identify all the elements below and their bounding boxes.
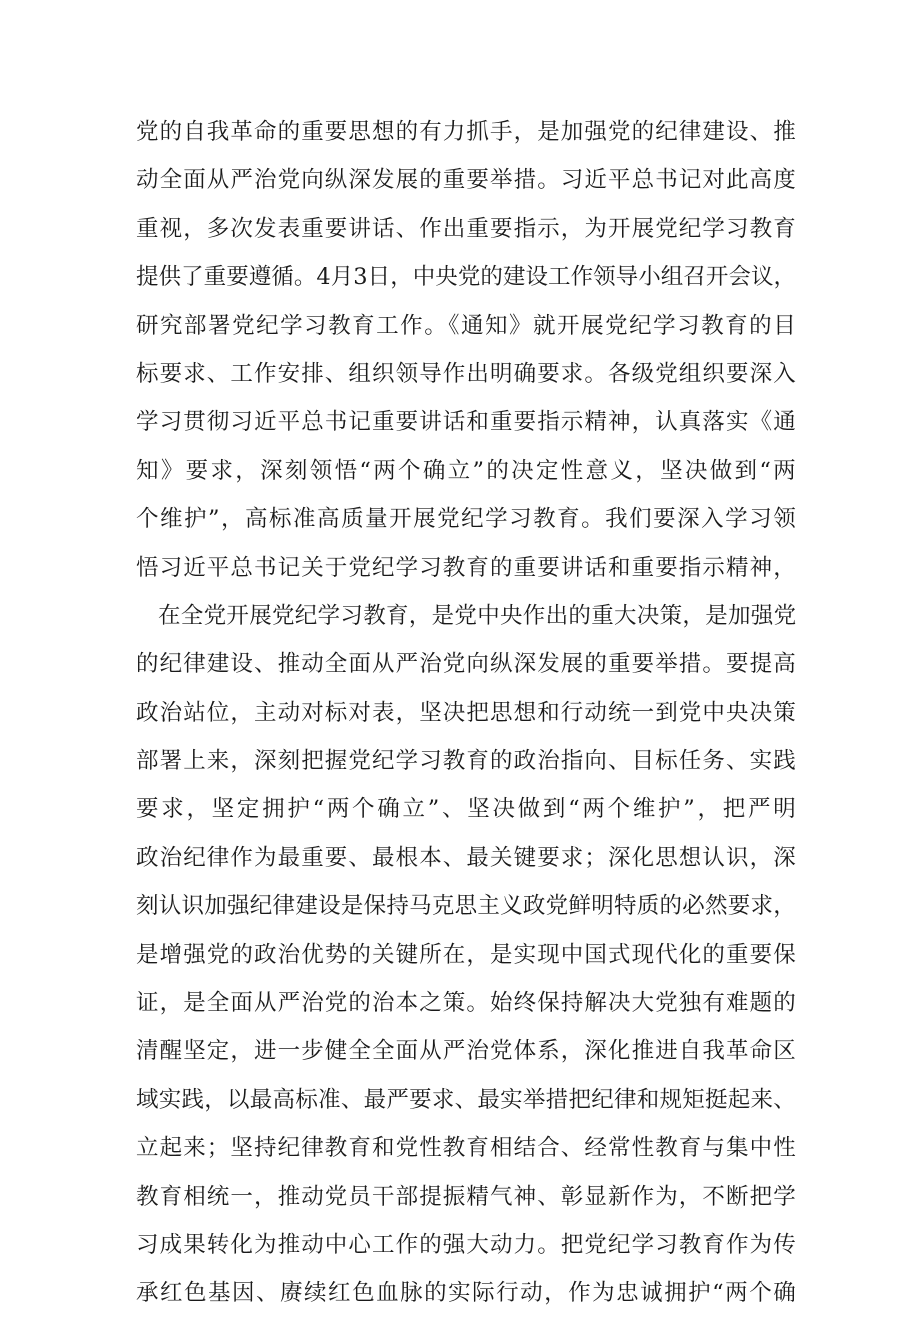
body-text [136,108,796,1318]
text-line: 知》要求，深刻领悟“两个确立”的决定性意义，坚决做到“两 [136,457,796,484]
text-line: 域实践，以最高标准、最严要求、最实举措把纪律和规矩挺起来、 [136,1086,796,1113]
text-line: 重视，多次发表重要讲话、作出重要指示，为开展党纪学习教育 [136,215,796,242]
text-line: 悟习近平总书记关于党纪学习教育的重要讲话和重要指示精神， [136,554,796,581]
text-line: 学习贯彻习近平总书记重要讲话和重要指示精神，认真落实《通 [136,409,796,436]
text-line: 标要求、工作安排、组织领导作出明确要求。各级党组织要深入 [136,360,796,387]
text-line: 是增强党的政治优势的关键所在，是实现中国式现代化的重要保 [136,941,796,968]
text-line: 习成果转化为推动中心工作的强大动力。把党纪学习教育作为传 [136,1231,796,1258]
text-line: 在全党开展党纪学习教育，是党中央作出的重大决策，是加强党 [158,602,797,629]
text-line: 的纪律建设、推动全面从严治党向纵深发展的重要举措。要提高 [136,651,796,678]
text-line: 部署上来，深刻把握党纪学习教育的政治指向、目标任务、实践 [136,748,796,775]
text-line: 个维护”，高标准高质量开展党纪学习教育。我们要深入学习领 [136,506,796,533]
text-line: 教育相统一，推动党员干部提振精气神、彰显新作为，不断把学 [136,1183,796,1210]
text-line: 要求，坚定拥护“两个确立”、坚决做到“两个维护”，把严明 [136,796,796,823]
text-line: 动全面从严治党向纵深发展的重要举措。习近平总书记对此高度 [136,167,796,194]
text-line: 刻认识加强纪律建设是保持马克思主义政党鲜明特质的必然要求， [136,893,796,920]
text-line: 立起来；坚持纪律教育和党性教育相结合、经常性教育与集中性 [136,1135,796,1162]
text-line: 党的自我革命的重要思想的有力抓手，是加强党的纪律建设、推 [136,119,796,145]
text-line: 研究部署党纪学习教育工作。《通知》就开展党纪学习教育的目 [136,312,796,339]
text-line: 承红色基因、赓续红色血脉的实际行动，作为忠诚拥护“两个确 [136,1280,796,1307]
text-line: 政治站位，主动对标对表，坚决把思想和行动统一到党中央决策 [136,699,796,726]
text-line: 证，是全面从严治党的治本之策。始终保持解决大党独有难题的 [136,990,796,1017]
text-line: 提供了重要遵循。4月3日，中央党的建设工作领导小组召开会议， [136,264,796,291]
text-line: 清醒坚定，进一步健全全面从严治党体系，深化推进自我革命区 [136,1038,796,1065]
text-line: 政治纪律作为最重要、最根本、最关键要求；深化思想认识，深 [136,844,796,871]
